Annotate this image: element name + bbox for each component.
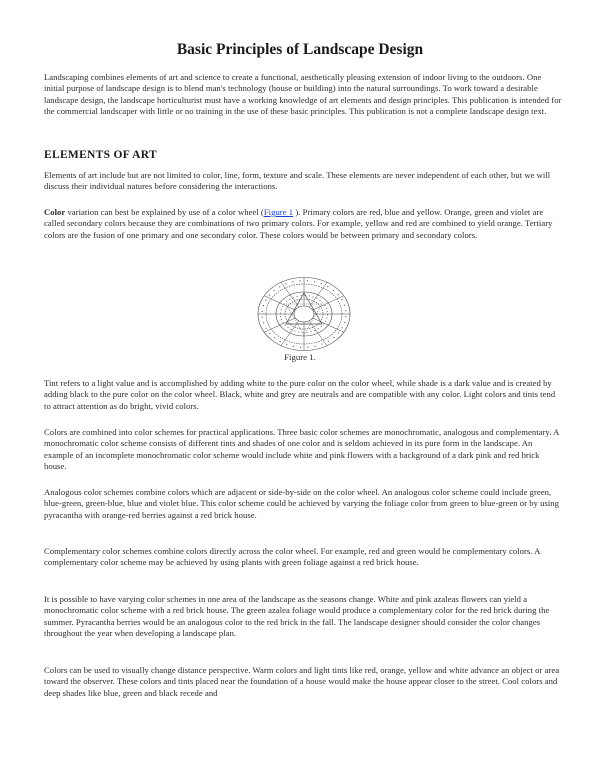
distance-perspective-paragraph: Colors can be used to visually change distance perspective. Warm colors and light tints like red, orange, yellow and white advance an object or area toward the observer. These colors and tints placed near the foundation of a house would make the house appear closer to the street. Cool colors and deep shades like blue, green and black recede and: [44, 665, 560, 698]
wheel-label-mark: [307, 347, 308, 348]
complementary-paragraph: Complementary color schemes combine colors directly across the color wheel. For example, red and green would be complementary colors. A complementary color scheme may be achieved by using plants with green foliage against a red brick house.: [44, 546, 540, 568]
wheel-label-mark: [341, 299, 342, 300]
wheel-label-mark: [319, 300, 320, 301]
wheel-label-mark: [327, 311, 328, 312]
wheel-label-mark: [327, 286, 328, 287]
wheel-label-mark: [269, 295, 270, 296]
wheel-label-mark: [323, 324, 324, 325]
color-text-before-link: variation can best be explained by use of a color wheel (: [65, 207, 264, 217]
page-title: Basic Principles of Landscape Design: [176, 41, 424, 58]
wheel-spoke: [309, 321, 327, 346]
wheel-spoke: [313, 318, 344, 332]
wheel-label-mark: [325, 321, 326, 322]
wheel-label-mark: [321, 283, 322, 284]
color-wheel-figure: [256, 276, 352, 352]
wheel-label-mark: [263, 305, 264, 306]
wheel-label-mark: [298, 332, 299, 333]
wheel-label-mark: [294, 331, 295, 332]
wheel-label-mark: [315, 346, 316, 347]
wheel-label-mark: [265, 300, 266, 301]
elements-intro-paragraph: Elements of art include but are not limited to color, line, form, texture and scale. These elements are never independent of each other, but we will discuss their individual natures before considering the interactions.: [44, 170, 551, 192]
wheel-label-mark: [300, 347, 301, 348]
wheel-label-mark: [326, 308, 327, 309]
wheel-label-mark: [281, 319, 282, 320]
wheel-label-mark: [344, 305, 345, 306]
figure-caption: Figure 1.: [284, 352, 316, 362]
wheel-label-mark: [345, 310, 346, 311]
wheel-label-mark: [292, 281, 293, 282]
wheel-label-mark: [321, 326, 322, 327]
color-text-after-link: ). Primary colors are red, blue and yellow. Orange, green and violet are called secondary colors because they are combinations of two primary colors. For example, yellow and red are combined to yield orange. Tertiary colors are the fusion of one primary and one secondary color. These colors would be between primary and secondary colors.: [44, 207, 553, 240]
wheel-label-mark: [274, 337, 275, 338]
wheel-label-mark: [333, 337, 334, 338]
wheel-label-mark: [314, 281, 315, 282]
wheel-label-mark: [309, 296, 310, 297]
wheel-label-mark: [314, 330, 315, 331]
wheel-label-mark: [289, 299, 290, 300]
wheel-label-mark: [333, 290, 334, 291]
wheel-label-mark: [297, 296, 298, 297]
wheel-label-mark: [286, 301, 287, 302]
wheel-label-mark: [288, 327, 289, 328]
wheel-label-mark: [338, 333, 339, 334]
wheel-label-mark: [285, 284, 286, 285]
wheel-spoke: [313, 296, 344, 310]
wheel-label-mark: [293, 346, 294, 347]
wheel-label-mark: [262, 317, 263, 318]
wheel-label-mark: [324, 305, 325, 306]
wheel-label-mark: [302, 332, 303, 333]
wheel-label-mark: [326, 318, 327, 319]
wheel-label-mark: [291, 329, 292, 330]
color-term: Color: [44, 207, 66, 217]
wheel-label-mark: [269, 333, 270, 334]
wheel-label-mark: [306, 332, 307, 333]
wheel-label-mark: [327, 315, 328, 316]
wheel-label-mark: [342, 327, 343, 328]
figure-1-link[interactable]: Figure 1: [263, 207, 294, 217]
wheel-label-mark: [322, 302, 323, 303]
wheel-label-mark: [281, 310, 282, 311]
wheel-label-mark: [318, 328, 319, 329]
wheel-label-mark: [316, 298, 317, 299]
wheel-label-mark: [344, 322, 345, 323]
wheel-label-mark: [293, 297, 294, 298]
wheel-label-mark: [282, 306, 283, 307]
analogous-paragraph: Analogous color schemes combine colors which are adjacent or side-by-side on the color wheel. An analogous color scheme could include green, blue-green, green-blue, blue and violet blue. This color scheme could be achieved by varying the foliage color from green to blue-green or by using pyracantha with orange-red berries against a red brick house.: [44, 487, 560, 520]
wheel-label-mark: [307, 280, 308, 281]
wheel-label-mark: [284, 304, 285, 305]
wheel-label-mark: [283, 322, 284, 323]
wheel-label-mark: [263, 322, 264, 323]
wheel-label-mark: [313, 297, 314, 298]
color-paragraph: [44, 207, 562, 241]
wheel-label-mark: [280, 316, 281, 317]
wheel-label-mark: [321, 344, 322, 345]
wheel-label-mark: [265, 328, 266, 329]
intro-paragraph: Landscaping combines elements of art and science to create a functional, aesthetically pleasing extension of indoor living to the outdoors. One initial purpose of landscape design is to blend man's technology (house or building) into the natural surroundings. To work toward a desirable landscape design, the landscape horticulturist must have a working knowledge of art elements and design principles. This publication is intended for the commercial landscaper with little or no training in the use of these basic principles. This publication is not a complete landscape design text.: [44, 72, 562, 116]
wheel-label-mark: [310, 331, 311, 332]
wheel-label-mark: [301, 295, 302, 296]
section-heading-elements-of-art: ELEMENTS OF ART: [44, 149, 157, 161]
wheel-label-mark: [280, 313, 281, 314]
color-schemes-paragraph: Colors are combined into color schemes for practical applications. Three basic color schemes are monochromatic, analogous and complementary. A monochromatic color scheme consists of different tints and shades of one color and is seldom achieved in its pure form in the landscape. An example of an incomplete monochromatic color scheme would include white and pink flowers with a background of a dark pink and red brick house.: [44, 427, 559, 471]
wheel-label-mark: [338, 294, 339, 295]
seasons-paragraph: It is possible to have varying color schemes in one area of the landscape as the seasons change. White and pink azaleas flowers can yield a monochromatic color scheme with a red brick house. The green azalea foliage would produce a complementary color for the red brick during the summer. Pyracantha berries would be an analogous color to the red brick in the fall. The landscape designer should consider the color changes throughout the year when developing a landscape plan.: [44, 594, 550, 638]
wheel-label-mark: [285, 325, 286, 326]
wheel-label-mark: [299, 280, 300, 281]
wheel-label-mark: [345, 316, 346, 317]
wheel-spoke: [309, 282, 327, 307]
wheel-label-mark: [273, 290, 274, 291]
wheel-label-mark: [280, 341, 281, 342]
wheel-label-mark: [262, 311, 263, 312]
wheel-label-mark: [279, 286, 280, 287]
wheel-label-mark: [305, 295, 306, 296]
wheel-label-mark: [286, 344, 287, 345]
wheel-label-mark: [328, 341, 329, 342]
tint-paragraph: Tint refers to a light value and is accomplished by adding white to the pure color on the color wheel, while shade is a dark value and is created by adding black to the pure color on the color wheel. Black, white and grey are neutrals and are compatible with any color. Light colors and tints tend to attract attention as do bright, vivid colors.: [44, 378, 556, 411]
